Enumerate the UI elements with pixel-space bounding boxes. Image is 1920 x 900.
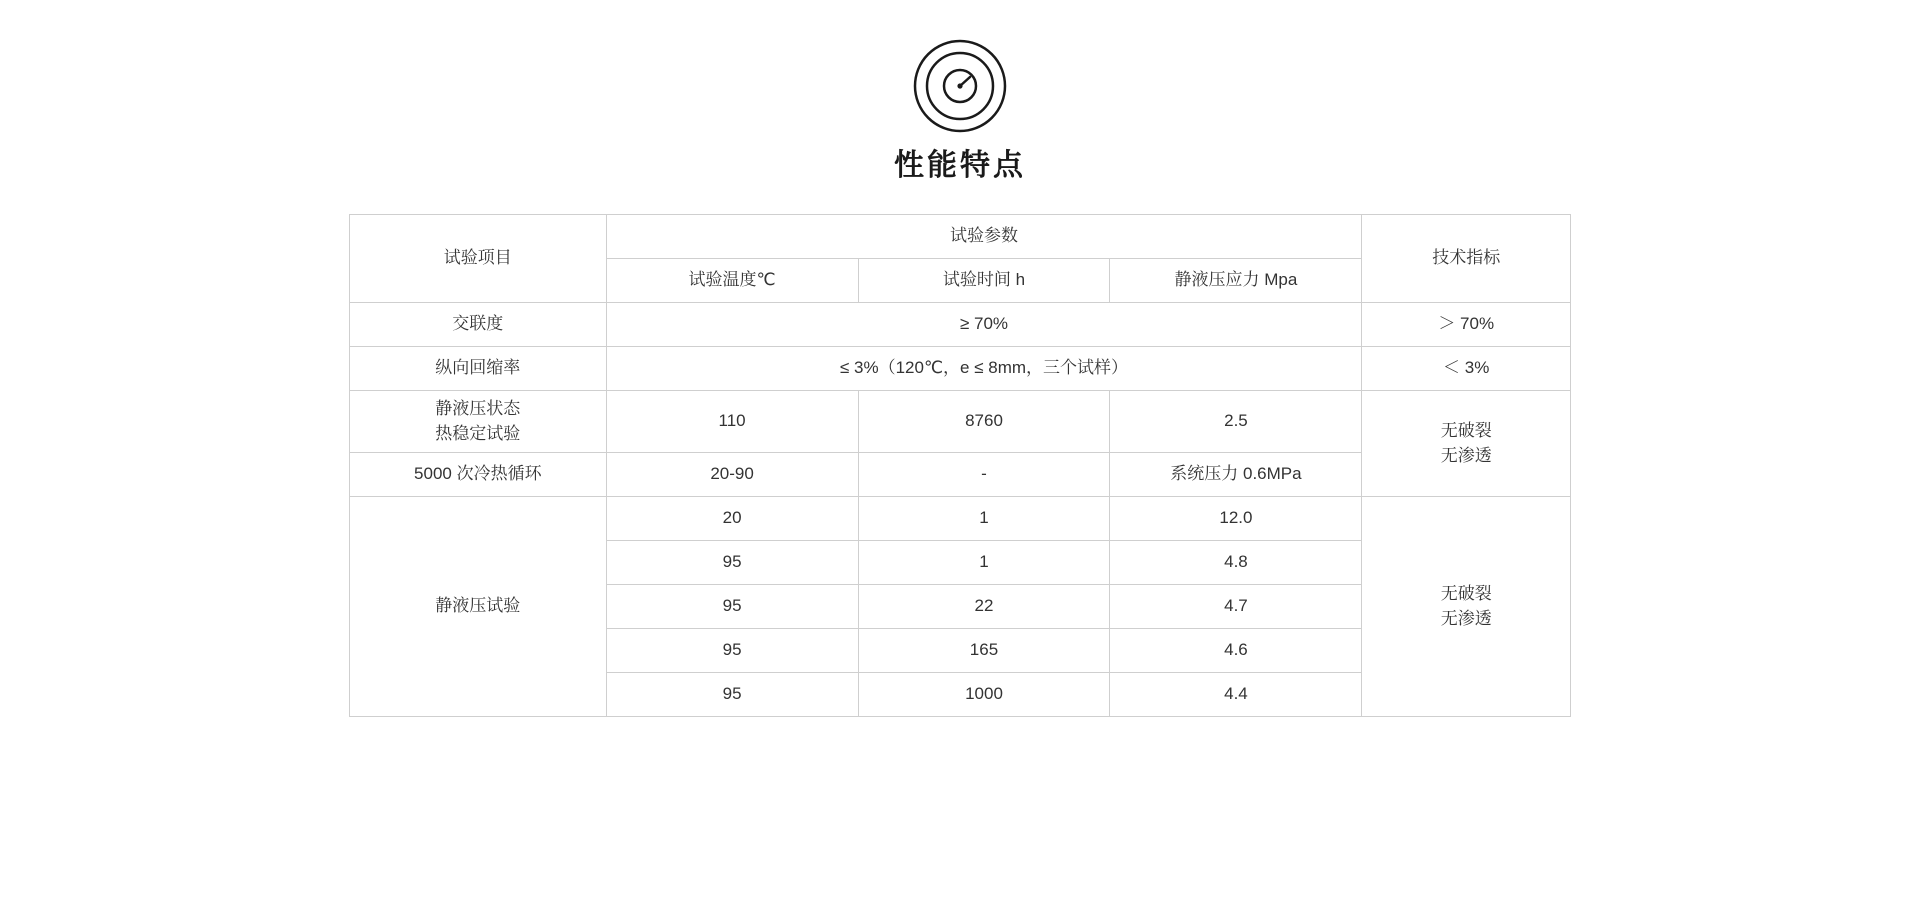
cell-item: 纵向回缩率 — [350, 347, 607, 391]
cell-pressure: 4.4 — [1110, 673, 1362, 717]
table-row — [350, 497, 1571, 541]
cell-time: 1000 — [858, 673, 1110, 717]
cell-time: 165 — [858, 629, 1110, 673]
cell-temperature: 20 — [606, 497, 858, 541]
spec-table — [349, 214, 1571, 717]
cell-span-text: ≤ 3%（120℃，e ≤ 8mm，三个试样） — [606, 347, 1362, 391]
cell-item: 交联度 — [350, 303, 607, 347]
cell-item-line1: 静液压状态 — [435, 399, 521, 418]
cell-index-line2: 无渗透 — [1440, 608, 1492, 628]
header-cell-temperature: 试验温度℃ — [606, 259, 858, 303]
table-row — [350, 347, 1571, 391]
cell-pressure: 2.5 — [1110, 391, 1362, 453]
cell-pressure: 4.7 — [1110, 585, 1362, 629]
cell-index: ＞ 70% — [1362, 303, 1571, 347]
page-title: 性能特点 — [894, 149, 1026, 182]
cell-index — [1362, 497, 1571, 717]
gauge-icon — [912, 38, 1008, 134]
spec-table-wrapper — [349, 214, 1571, 717]
cell-time: 22 — [858, 585, 1110, 629]
header-cell-pressure: 静液压应力 Mpa — [1110, 259, 1362, 303]
header-cell-time: 试验时间 h — [858, 259, 1110, 303]
cell-pressure: 4.8 — [1110, 541, 1362, 585]
header-cell-params-group: 试验参数 — [606, 215, 1362, 259]
cell-index — [1362, 391, 1571, 497]
cell-pressure: 4.6 — [1110, 629, 1362, 673]
cell-item-line2: 热稳定试验 — [435, 423, 521, 443]
cell-time: 1 — [858, 497, 1110, 541]
cell-index-line1: 无破裂 — [1440, 584, 1492, 604]
cell-index-line2: 无渗透 — [1440, 445, 1492, 465]
cell-pressure: 系统压力 0.6MPa — [1110, 453, 1362, 497]
cell-span-text: ≥ 70% — [606, 303, 1362, 347]
table-header-row-1 — [350, 215, 1571, 259]
cell-temperature: 95 — [606, 585, 858, 629]
cell-temperature: 110 — [606, 391, 858, 453]
cell-time: - — [858, 453, 1110, 497]
table-row — [350, 303, 1571, 347]
cell-time: 8760 — [858, 391, 1110, 453]
cell-item: 5000 次冷热循环 — [350, 453, 607, 497]
cell-temperature: 95 — [606, 541, 858, 585]
cell-temperature: 95 — [606, 629, 858, 673]
cell-time: 1 — [858, 541, 1110, 585]
header-cell-index: 技术指标 — [1362, 215, 1571, 303]
cell-item: 静液压试验 — [350, 497, 607, 717]
cell-temperature: 95 — [606, 673, 858, 717]
header-cell-item: 试验项目 — [350, 215, 607, 303]
table-row — [350, 391, 1571, 453]
header-block — [894, 38, 1026, 184]
cell-index: ＜ 3% — [1362, 347, 1571, 391]
cell-pressure: 12.0 — [1110, 497, 1362, 541]
cell-temperature: 20-90 — [606, 453, 858, 497]
cell-index-line1: 无破裂 — [1440, 421, 1492, 440]
cell-item — [350, 391, 607, 453]
